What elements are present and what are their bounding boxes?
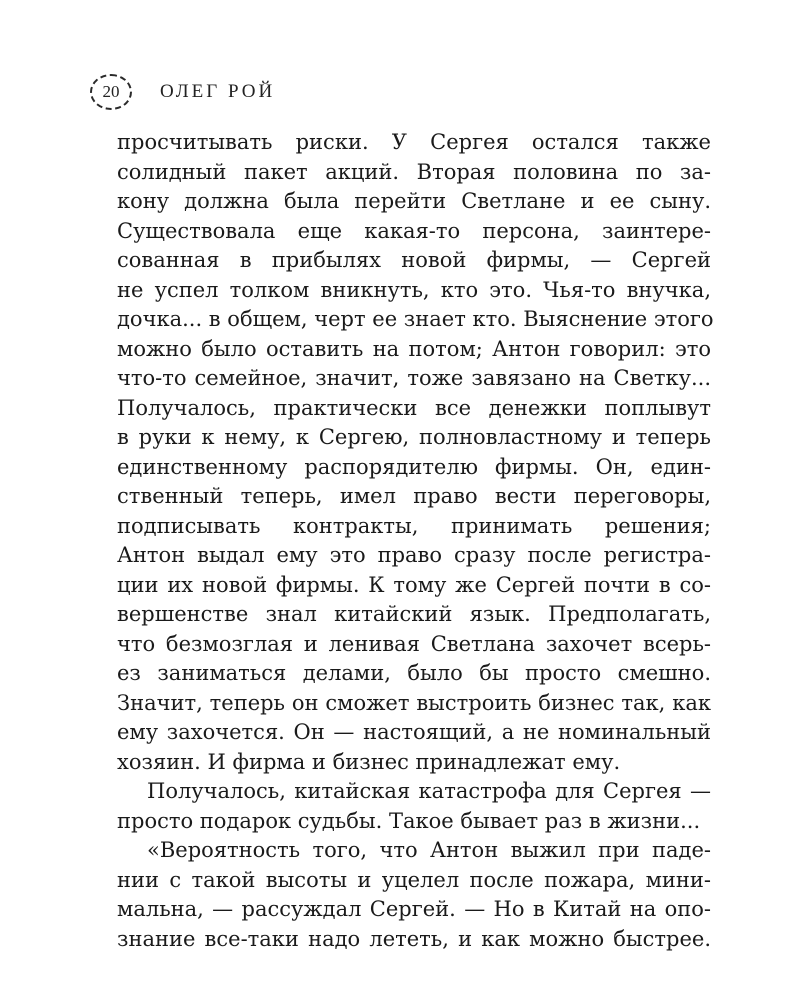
- text-line: Существовала еще какая-то персона, заинтере-: [117, 218, 711, 243]
- text-line: Антон выдал ему это право сразу после регистра-: [117, 543, 711, 567]
- text-line: кону должна была перейти Светлане и ее сыну.: [117, 189, 711, 213]
- text-line: можно было оставить на потом; Антон говорил: это: [117, 336, 711, 361]
- text-line: солидный пакет акций. Вторая половина по за-: [117, 159, 711, 184]
- text-line: ции их новой фирмы. К тому же Сергей почти в со-: [117, 572, 711, 597]
- page-number: 20: [102, 82, 120, 101]
- text-line: нии с такой высоты и уцелел после пожара, мини-: [117, 867, 711, 892]
- text-line: Значит, теперь он сможет выстроить бизнес так, как: [117, 690, 711, 715]
- page-body-text: [117, 128, 714, 954]
- text-line: не успел толком вникнуть, кто это. Чья-то внучка,: [117, 277, 711, 302]
- text-line: просчитывать риски. У Сергея остался также: [117, 130, 711, 154]
- text-line: в руки к нему, к Сергею, полновластному и теперь: [117, 425, 711, 449]
- text-line: сованная в прибылях новой фирмы, — Сергей: [117, 248, 711, 272]
- text-line: подписывать контракты, принимать решения;: [117, 513, 711, 538]
- text-line: ственный теперь, имел право вести переговоры,: [117, 484, 711, 508]
- text-line: ему захочется. Он — настоящий, а не номинальный: [117, 720, 711, 744]
- text-line: Получалось, китайская катастрофа для Сергея —: [147, 779, 711, 803]
- text-line: вершенстве знал китайский язык. Предполагать,: [117, 602, 711, 626]
- running-header: [90, 72, 275, 112]
- text-line: хозяин. И фирма и бизнес принадлежат ему.: [117, 749, 621, 774]
- text-line: знание все-таки надо лететь, и как можно быстрее.: [117, 926, 711, 951]
- text-line: дочка... в общем, черт ее знает кто. Выяснение этого: [117, 307, 714, 331]
- text-line: ез заниматься делами, было бы просто смешно.: [117, 661, 711, 685]
- page-number-badge: [90, 74, 132, 110]
- text-line: единственному распорядителю фирмы. Он, един-: [117, 454, 711, 479]
- text-line: что-то семейное, значит, тоже завязано на Светку...: [117, 366, 711, 390]
- text-line: Получалось, практически все денежки поплывут: [117, 395, 711, 420]
- author-name: ОЛЕГ РОЙ: [160, 81, 276, 102]
- text-line: что безмозглая и ленивая Светлана захочет всерь-: [117, 631, 711, 656]
- text-line: мальна, — рассуждал Сергей. — Но в Китай на опо-: [117, 897, 711, 921]
- text-line: «Вероятность того, что Антон выжил при паде-: [147, 838, 711, 862]
- text-line: просто подарок судьбы. Такое бывает раз в жизни...: [117, 808, 701, 833]
